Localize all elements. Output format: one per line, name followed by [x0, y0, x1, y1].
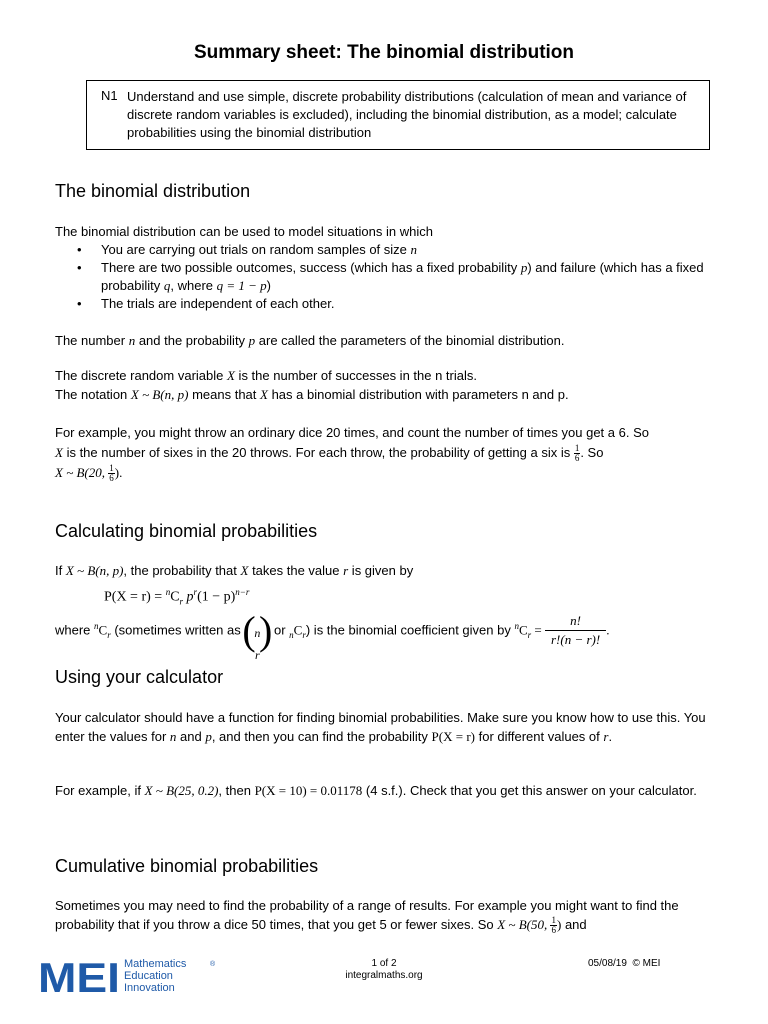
dice-example-text: For example, you might throw an ordinary dice 20 times, and count the number of times you get a 6. So X is the number of sixes in the 20 throws. For each throw, the probability of getting a six is $\frac{1}{6}$ . So X ~ B(20, $\frac{1}{6}$ ). — [55, 425, 649, 484]
cumulative-text: Sometimes you may need to find the probability of a range of results. For example you might want to find the probability that if you throw a dice 50 times, that you get 5 or fewer sixes. So X ~ B(50, $\frac{1}{6}$ ) and — [55, 898, 679, 936]
objective-box — [86, 80, 710, 150]
site-url: integralmaths.org — [345, 970, 423, 981]
random-variable-text: The discrete random variable X is the number of successes in the n trials. — [55, 368, 477, 383]
logo-line-3: Innovation — [124, 982, 175, 994]
factorial-fraction: $\frac{n!}{r!(n - r)!}$ — [545, 612, 606, 649]
logo-line-1: Mathematics — [124, 958, 187, 970]
heading-calculating-probabilities: Calculating binomial probabilities — [55, 521, 318, 541]
list-item: • There are two possible outcomes, success (which has a fixed probability p) and failure (which has a fixed probability q, where q = 1 − p) — [55, 259, 715, 295]
binomial-bracket: ( n r ) — [242, 607, 273, 662]
binomial-conditions-list — [55, 241, 715, 313]
objective-text: Understand and use simple, discrete probability distributions (calculation of mean and variance of discrete random variables is excluded), including the binomial distribution, as a model; calculate probabilities using the binomial distribution — [127, 89, 687, 140]
page-title: Summary sheet: The binomial distribution — [193, 42, 575, 63]
binomial-intro: The binomial distribution can be used to model situations in which — [55, 224, 433, 239]
fraction-one-sixth: $\frac{1}{6}$ — [574, 443, 580, 464]
list-item: • You are carrying out trials on random samples of size n — [55, 241, 715, 259]
logo-mark: MEI — [38, 956, 120, 996]
calculator-example-text: For example, if X ~ B(25, 0.2), then P(X = 10) = 0.01178 (4 s.f.). Check that you get this answer on your calculator. — [55, 783, 697, 798]
heading-using-calculator: Using your calculator — [55, 667, 224, 687]
binomial-coefficient-text: where $^nC_r$ (sometimes written as ( n r ) or $_nC_r$) is the binomial coefficient given by $^nC_r$ = $\frac{n!}{r!(n - r)!}$ . — [55, 607, 610, 662]
list-item: • The trials are independent of each other. — [55, 295, 715, 313]
parameters-text: The number n and the probability p are called the parameters of the binomial distribution. — [55, 333, 565, 348]
page-number: 1 of 2 — [371, 958, 397, 969]
objective-code: N1 — [101, 88, 118, 103]
logo-line-2: Education — [124, 970, 173, 982]
notation-text: The notation X ~ B(n, p) means that X has a binomial distribution with parameters n and p. — [55, 387, 569, 402]
logo-registered: ® — [210, 961, 216, 968]
heading-binomial-distribution: The binomial distribution — [55, 181, 251, 201]
footer-date: 05/08/19 © MEI — [588, 958, 661, 969]
calc-intro-text: If X ~ B(n, p), the probability that X takes the value r is given by — [55, 563, 414, 578]
binomial-formula: $P(X = r) = ^nC_r$ $p^r(1 - p)^{n-r}$ — [104, 587, 250, 607]
heading-cumulative-probabilities: Cumulative binomial probabilities — [55, 856, 319, 876]
calculator-text: Your calculator should have a function for finding binomial probabilities. Make sure you know how to use this. You enter the values for n and p, and then you can find the probability P(X = r) for different values of r. — [55, 710, 706, 744]
